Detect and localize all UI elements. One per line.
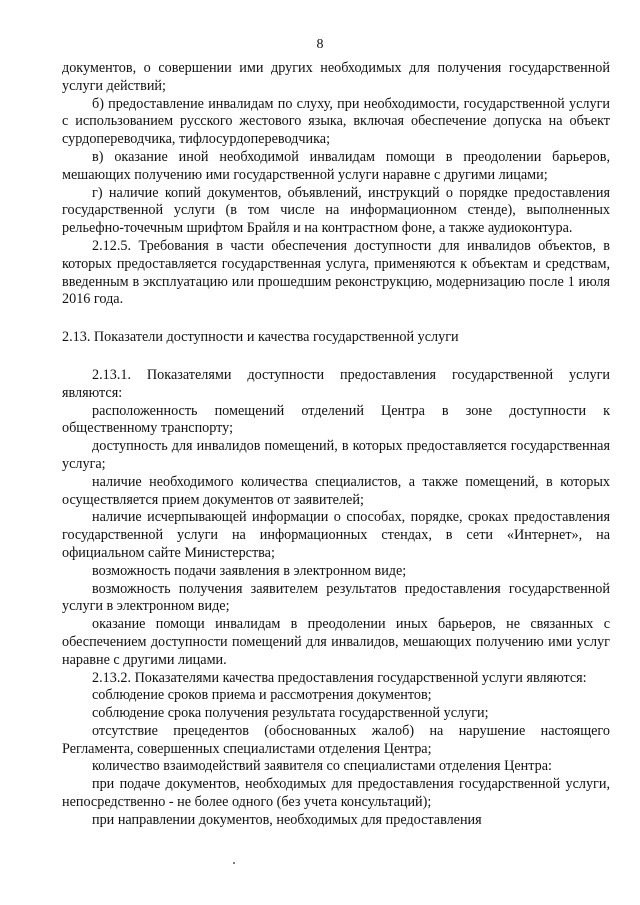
paragraph-sending: при направлении документов, необходимых для предоставления (92, 811, 482, 828)
paragraph-item-g: г) наличие копий документов, объявлений, инструкций о порядке предоставления государственной услуги (в том числе на информационном стенде), выполненных рельефно-точечным шрифтом Брайля и на контрастном фоне, а также аудиоконтура. (62, 184, 610, 237)
paragraph-electronic-application: возможность подачи заявления в электронном виде; (92, 562, 407, 579)
paragraph-disabled-accessibility: доступность для инвалидов помещений, в которых предоставляется государственная услуга; (62, 438, 610, 472)
paragraph-item-v: в) оказание иной необходимой инвалидам помощи в преодолении барьеров, мешающих получению ими государственной услуги наравне с другими лицами; (62, 148, 610, 183)
paragraph-information: наличие исчерпывающей информации о способах, порядке, сроках предоставления государственной услуги на информационных стендах, в сети «Интернет», на официальном сайте Министерства; (62, 509, 610, 561)
scan-speck (233, 862, 235, 864)
paragraph-item-b: б) предоставление инвалидам по слуху, при необходимости, государственной услуги с использованием русского жестового языка, включая обеспечение допуска на объект сурдопереводчика, тифлосурдопереводчика; (62, 95, 610, 148)
paragraph-deadlines: соблюдение сроков приема и рассмотрения документов; (92, 687, 432, 704)
document-body (62, 60, 610, 830)
page-number: 8 (316, 37, 324, 52)
paragraph-2-13-2: 2.13.2. Показателями качества предоставления государственной услуги являются: (92, 669, 587, 686)
paragraph-electronic-result: возможность получения заявителем результатов предоставления государственной услуги в электронном виде; (62, 580, 610, 615)
paragraph-continuation: документов, о совершении ими других необходимых для получения государственной услуги действий; (62, 60, 610, 94)
paragraph-result-deadline: соблюдение срока получения результата государственной услуги; (92, 705, 489, 722)
paragraph-assistance: оказание помощи инвалидам в преодолении иных барьеров, не связанных с обеспечением доступности помещений для инвалидов, мешающих получению ими услуг наравне с другими лицами. (62, 616, 610, 668)
section-heading-2-13: 2.13. Показатели доступности и качества государственной услуги (62, 329, 459, 346)
paragraph-2-12-5: 2.12.5. Требования в части обеспечения доступности для инвалидов объектов, в которых предоставляется государственная услуга, применяются к объектам и средствам, введенным в эксплуатацию или прошедшим реконструкцию, модернизацию после 1 июля 2016 года. (62, 237, 610, 308)
paragraph-submission: при подаче документов, необходимых для предоставления государственной услуги, непосредственно - не более одного (без учета консультаций); (62, 776, 610, 811)
paragraph-no-complaints: отсутствие прецедентов (обоснованных жалоб) на нарушение настоящего Регламента, совершенных специалистами отделения Центра; (62, 722, 610, 757)
paragraph-transport-accessibility: расположенность помещений отделений Центра в зоне доступности к общественному транспорту; (62, 402, 610, 437)
paragraph-2-13-1: 2.13.1. Показателями доступности предоставления государственной услуги являются: (62, 366, 610, 401)
paragraph-specialists: наличие необходимого количества специалистов, а также помещений, в которых осуществляется прием документов от заявителей; (62, 473, 610, 508)
paragraph-interactions: количество взаимодействий заявителя со специалистами отделения Центра: (92, 758, 552, 775)
